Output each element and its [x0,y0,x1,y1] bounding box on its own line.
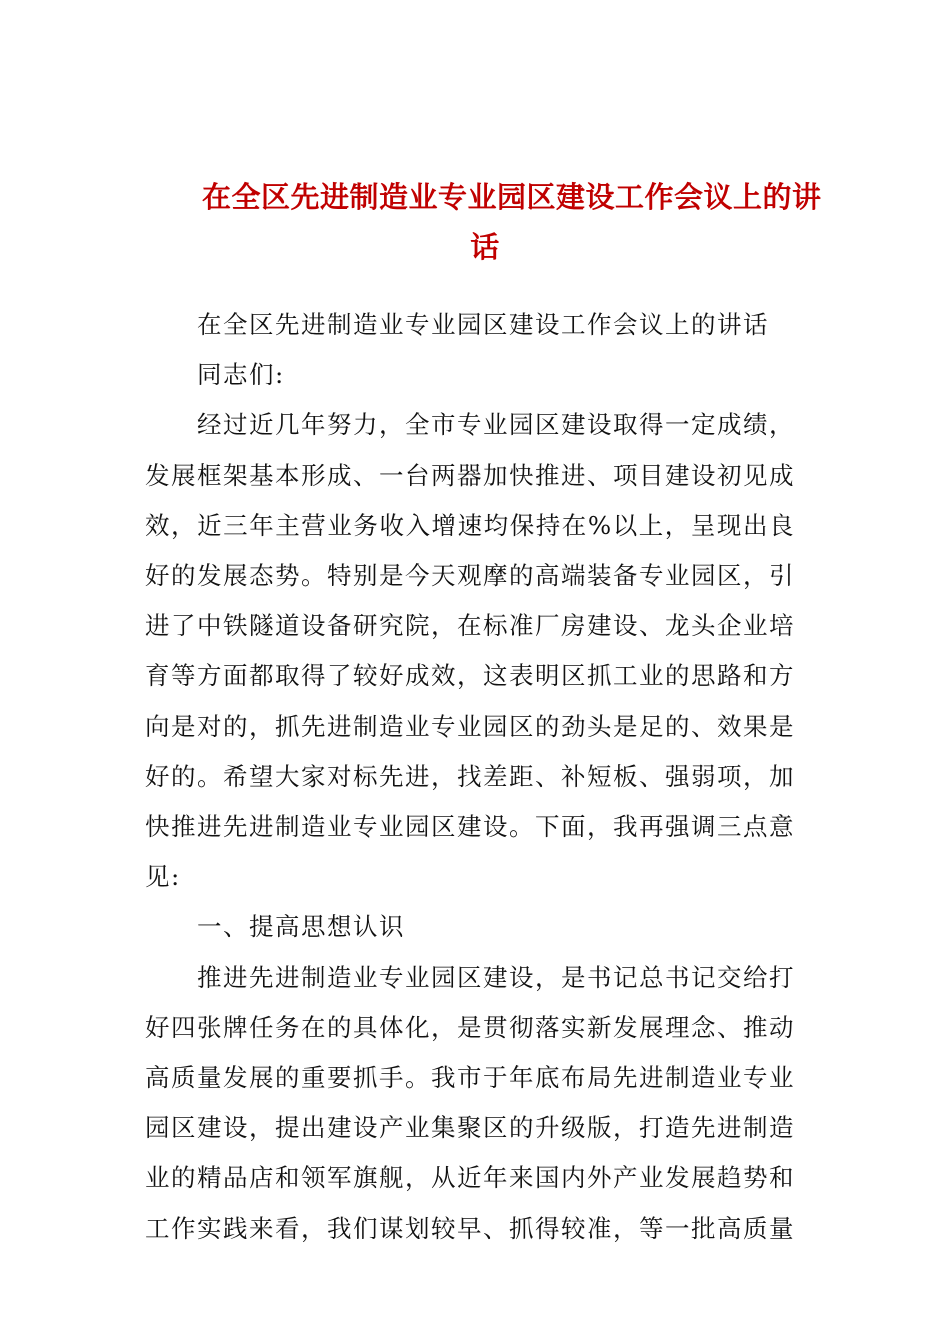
document-body [145,300,795,1254]
document-title [190,172,820,272]
body-paragraph: 推进先进制造业专业园区建设，是书记总书记交给打好四张牌任务在的具体化，是贯彻落实新发展理念、推动高质量发展的重要抓手。我市于年底布局先进制造业专业园区建设，提出建设产业集聚区的升级版，打造先进制造业的精品店和领军旗舰，从近年来国内外产业发展趋势和工作实践来看，我们谋划较早、抓得较准，等一批高质量 [145,962,795,1243]
document-title-line1: 在全区先进制造业专业园区建设工作会议上的讲 [202,180,822,214]
subtitle-paragraph: 在全区先进制造业专业园区建设工作会议上的讲话 [197,310,769,339]
section-heading: 一、提高思想认识 [197,912,405,942]
salutation-paragraph: 同志们: [197,360,285,390]
body-paragraph: 经过近几年努力，全市专业园区建设取得一定成绩，发展框架基本形成、一台两器加快推进、项目建设初见成效，近三年主营业务收入增速均保持在%以上，呈现出良好的发展态势。特别是今天观摩的高端装备专业园区，引进了中铁隧道设备研究院，在标准厂房建设、龙头企业培育等方面都取得了较好成效，这表明区抓工业的思路和方向是对的，抓先进制造业专业园区的劲头是足的、效果是好的。希望大家对标先进，找差距、补短板、强弱项，加快推进先进制造业专业园区建设。下面，我再强调三点意见: [145,410,795,892]
document-title-line2: 话 [470,230,500,264]
